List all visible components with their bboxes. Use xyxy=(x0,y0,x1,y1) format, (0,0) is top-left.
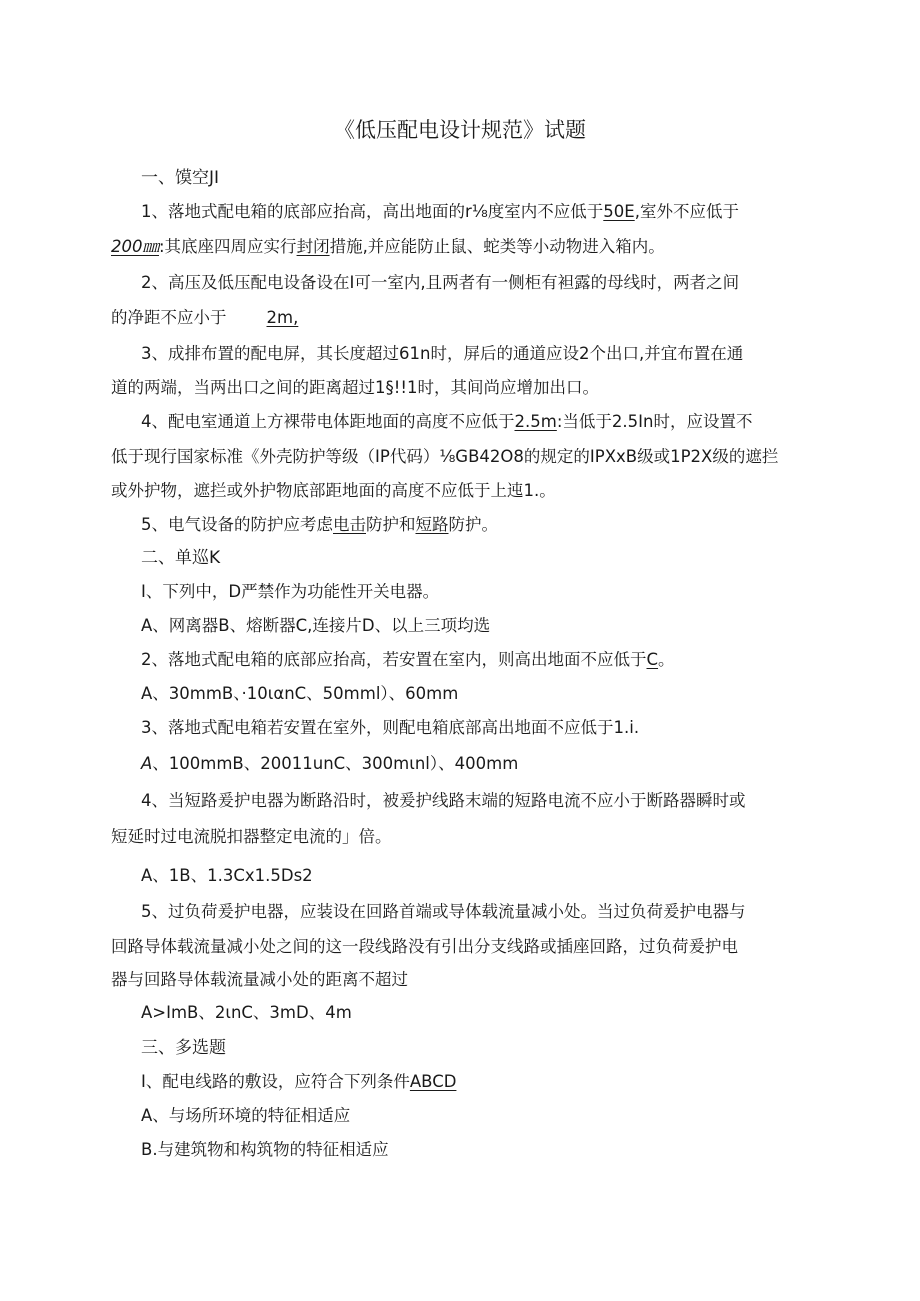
s3-q1-text-a: I、配电线路的敷设，应符合下列条件 xyxy=(141,1072,410,1091)
s1-q1-answer-outdoor: 200㎜ xyxy=(111,237,159,256)
s1-q3-line1: 3、成排布置的配电屏，其长度超过61n时，屏后的通道应设2个出口,并宜布置在通 xyxy=(141,344,744,363)
s1-q2-answer: 2m, xyxy=(266,308,299,327)
s3-q1-option-b: B.与建筑物和构筑物的特征相适应 xyxy=(141,1140,389,1159)
s2-q2-stem xyxy=(141,648,675,672)
s1-q4-text-c: :当低于2.5In时，应设置不 xyxy=(556,412,753,431)
s2-q2-answer: C xyxy=(646,650,659,669)
s1-q1-answer-seal: 封闭 xyxy=(296,237,330,256)
s1-q1-line2 xyxy=(111,235,665,259)
s1-q3-line2: 道的两端，当两出口之间的距离超过1§!!1时，其间尚应增加出口。 xyxy=(111,378,599,397)
s1-q5-text-c: 防护和 xyxy=(366,515,416,534)
s1-q1-text-d: 措施,并应能防止鼠、蛇类等小动物进入箱内。 xyxy=(329,237,665,256)
section1-heading: 一、馍空JI xyxy=(141,168,220,188)
s3-q1-answer: ABCD xyxy=(409,1072,457,1091)
s2-q2-options: A、30mmB、·10ιαnC、50mml）、60mm xyxy=(141,684,459,703)
section2-heading: 二、单巡K xyxy=(141,548,221,568)
s1-q5-line xyxy=(141,513,498,537)
document-title: 《低压配电设计规范》试题 xyxy=(334,118,586,142)
s2-q5-options: A>ImB、2ιnC、3mD、4m xyxy=(141,1003,352,1022)
s2-q5-line2: 回路导体载流量减小处之间的这一段线路没有引出分支线路或插座回路，过负荷爰护电 xyxy=(111,937,738,956)
s2-q2-text-c: 。 xyxy=(658,650,675,669)
s1-q1-line1 xyxy=(141,200,739,224)
s1-q5-text-a: 5、电气设备的防护应考虑 xyxy=(141,515,333,534)
section3-heading: 三、多选题 xyxy=(141,1038,226,1058)
s2-q1-options: A、网离器B、熔断器C,连接片D、以上三项均选 xyxy=(141,616,491,635)
s1-q4-line2: 低于现行国家标准《外壳防护等级（IP代码）⅛GB42O8的规定的IPXxB级或1P2X级的遮拦 xyxy=(111,447,779,466)
s1-q4-answer: 2.5m xyxy=(514,412,557,431)
s1-q4-line1 xyxy=(141,410,752,434)
s3-q1-option-a: A、与场所环境的特征相适应 xyxy=(141,1106,351,1125)
s2-q3-options-rest: 、100mmB、20011unC、300mιnl）、400mm xyxy=(152,754,519,773)
s1-q5-answer-short: 短路 xyxy=(415,515,449,534)
s2-q1-stem: I、下列中，D严禁作为功能性开关电器。 xyxy=(141,582,440,601)
s2-q2-text-a: 2、落地式配电箱的底部应抬高，若安置在室内，则高出地面不应低于 xyxy=(141,650,647,669)
s1-q5-text-e: 防护。 xyxy=(448,515,498,534)
s2-q3-options xyxy=(141,752,518,776)
s1-q1-text-c: ,室外不应低于 xyxy=(634,202,739,221)
s2-q4-options: A、1B、1.3Cx1.5Ds2 xyxy=(141,866,313,885)
s3-q1-stem xyxy=(141,1070,456,1094)
s2-q5-line1: 5、过负荷爰护电器，应装设在回路首端或导体载流量减小处。当过负荷爰护电器与 xyxy=(141,902,746,921)
s1-q5-answer-shock: 电击 xyxy=(333,515,366,534)
s1-q2-line2 xyxy=(111,306,298,330)
s1-q1-answer-indoor: 50E xyxy=(603,202,635,221)
s1-q1-text-b: :其底座四周应实行 xyxy=(159,237,297,256)
s2-q4-line1: 4、当短路爰护电器为断路沿时，被爰护线路末端的短路电流不应小于断路器瞬时或 xyxy=(141,791,746,810)
s2-q3-stem: 3、落地式配电箱若安置在室外，则配电箱底部高出地面不应低于1.i. xyxy=(141,718,640,737)
s1-q4-line3: 或外护物，遮拦或外护物底部距地面的高度不应低于上迍1.。 xyxy=(111,481,556,500)
s2-q5-line3: 器与回路导体载流量减小处的距离不超过 xyxy=(111,970,408,989)
s2-q4-line2: 短延时过电流脱扣器整定电流的」倍。 xyxy=(111,827,392,846)
s1-q1-text-a: 1、落地式配电箱的底部应抬高，高出地面的r⅛度室内不应低于 xyxy=(141,202,604,221)
s2-q3-option-a-letter: A xyxy=(141,754,153,773)
s1-q2-line1: 2、高压及低压配电设备设在I可一室内,且两者有一侧柜有袒露的母线时，两者之间 xyxy=(141,273,740,292)
s1-q2-text-a: 的净距不应小于 xyxy=(111,308,227,327)
s1-q4-text-a: 4、配电室通道上方裸带电体距地面的高度不应低于 xyxy=(141,412,515,431)
